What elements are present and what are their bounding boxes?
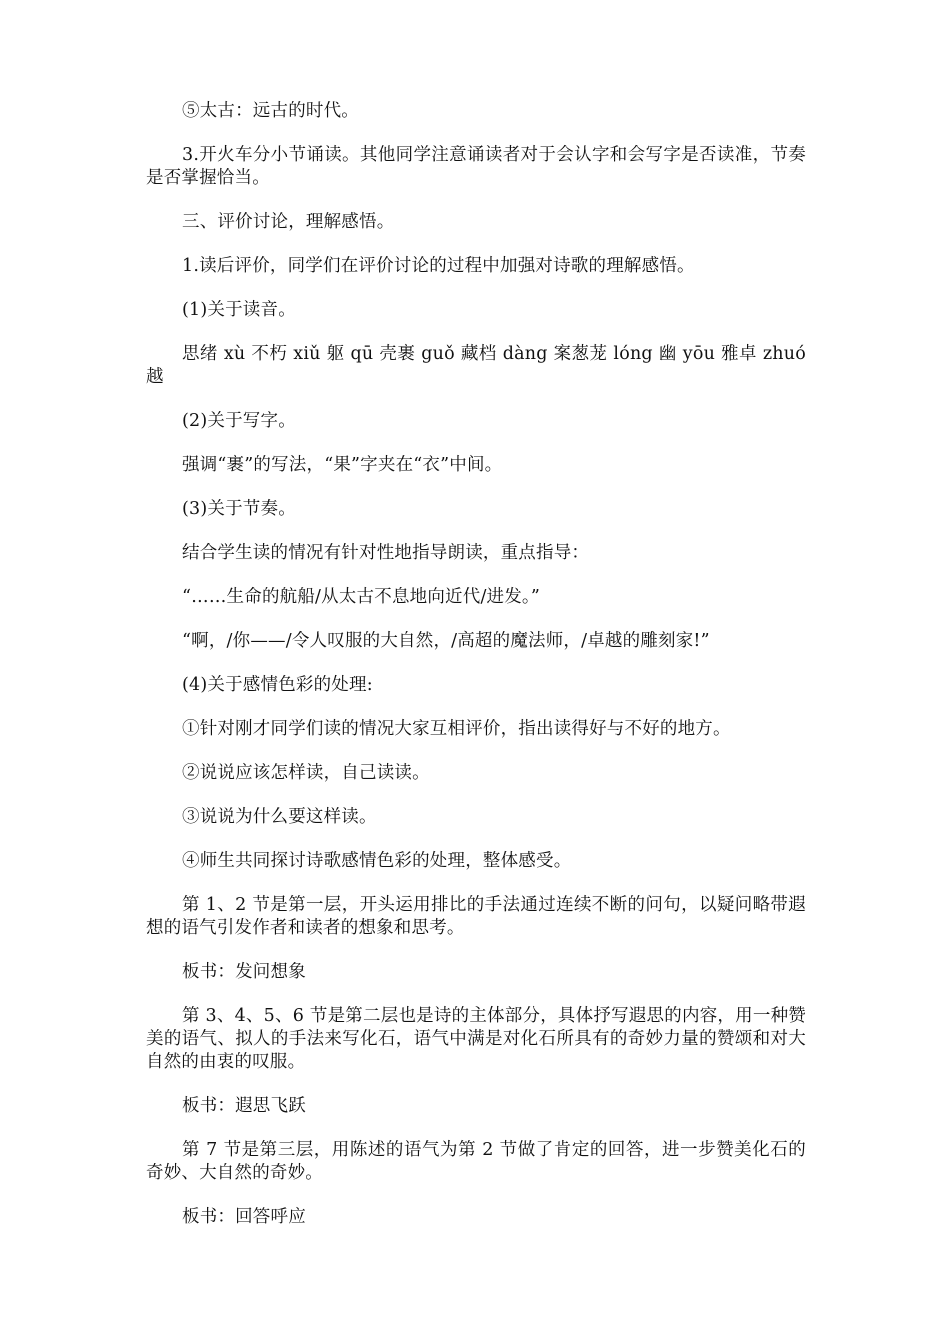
paragraph: 结合学生读的情况有针对性地指导朗读，重点指导：: [182, 543, 590, 563]
list-item: ④师生共同探讨诗歌感情色彩的处理，整体感受。: [182, 851, 572, 871]
paragraph: 强调“裹”的写法，“果”字夹在“衣”中间。: [182, 455, 503, 475]
paragraph: 3.开火车分小节诵读。其他同学注意诵读者对于会认字和会写字是否读准，节奏是否掌握恰当。: [146, 145, 806, 188]
board-note: 板书：遐思飞跃: [182, 1096, 306, 1116]
document-body: [146, 100, 806, 1250]
paragraph: 第 1、2 节是第一层，开头运用排比的手法通过连续不断的问句，以疑问略带遐想的语气引发作者和读者的想象和思考。: [146, 895, 806, 938]
quote-line: “啊，/你——/令人叹服的大自然，/高超的魔法师，/卓越的雕刻家!”: [182, 631, 710, 651]
list-item: ①针对刚才同学们读的情况大家互相评价，指出读得好与不好的地方。: [182, 719, 731, 739]
paragraph: 1.读后评价，同学们在评价讨论的过程中加强对诗歌的理解感悟。: [182, 256, 695, 276]
paragraph: ⑤太古：远古的时代。: [182, 101, 359, 121]
quote-line: “……生命的航船/从太古不息地向近代/进发。”: [182, 587, 541, 607]
list-item: ③说说为什么要这样读。: [182, 807, 377, 827]
list-item: ②说说应该怎样读，自己读读。: [182, 763, 430, 783]
paragraph: 第 3、4、5、6 节是第二层也是诗的主体部分，具体抒写遐思的内容，用一种赞美的语气、拟人的手法来写化石，语气中满是对化石所具有的奇妙力量的赞颂和对大自然的由衷的叹服。: [146, 1006, 806, 1072]
section-heading: 三、评价讨论，理解感悟。: [182, 212, 395, 232]
board-note: 板书：回答呼应: [182, 1207, 306, 1227]
subsection-heading: (2)关于写字。: [182, 411, 296, 431]
paragraph: 第 7 节是第三层，用陈述的语气为第 2 节做了肯定的回答，进一步赞美化石的奇妙、大自然的奇妙。: [146, 1140, 806, 1183]
subsection-heading: (4)关于感情色彩的处理:: [182, 675, 373, 695]
subsection-heading: (3)关于节奏。: [182, 499, 296, 519]
subsection-heading: (1)关于读音。: [182, 300, 296, 320]
board-note: 板书：发问想象: [182, 962, 306, 982]
pronunciation-list: 思绪 xù 不朽 xiǔ 躯 qū 壳裹 guǒ 藏档 dàng 案葱茏 lóng 幽 yōu 雅卓 zhuó 越: [146, 344, 806, 387]
